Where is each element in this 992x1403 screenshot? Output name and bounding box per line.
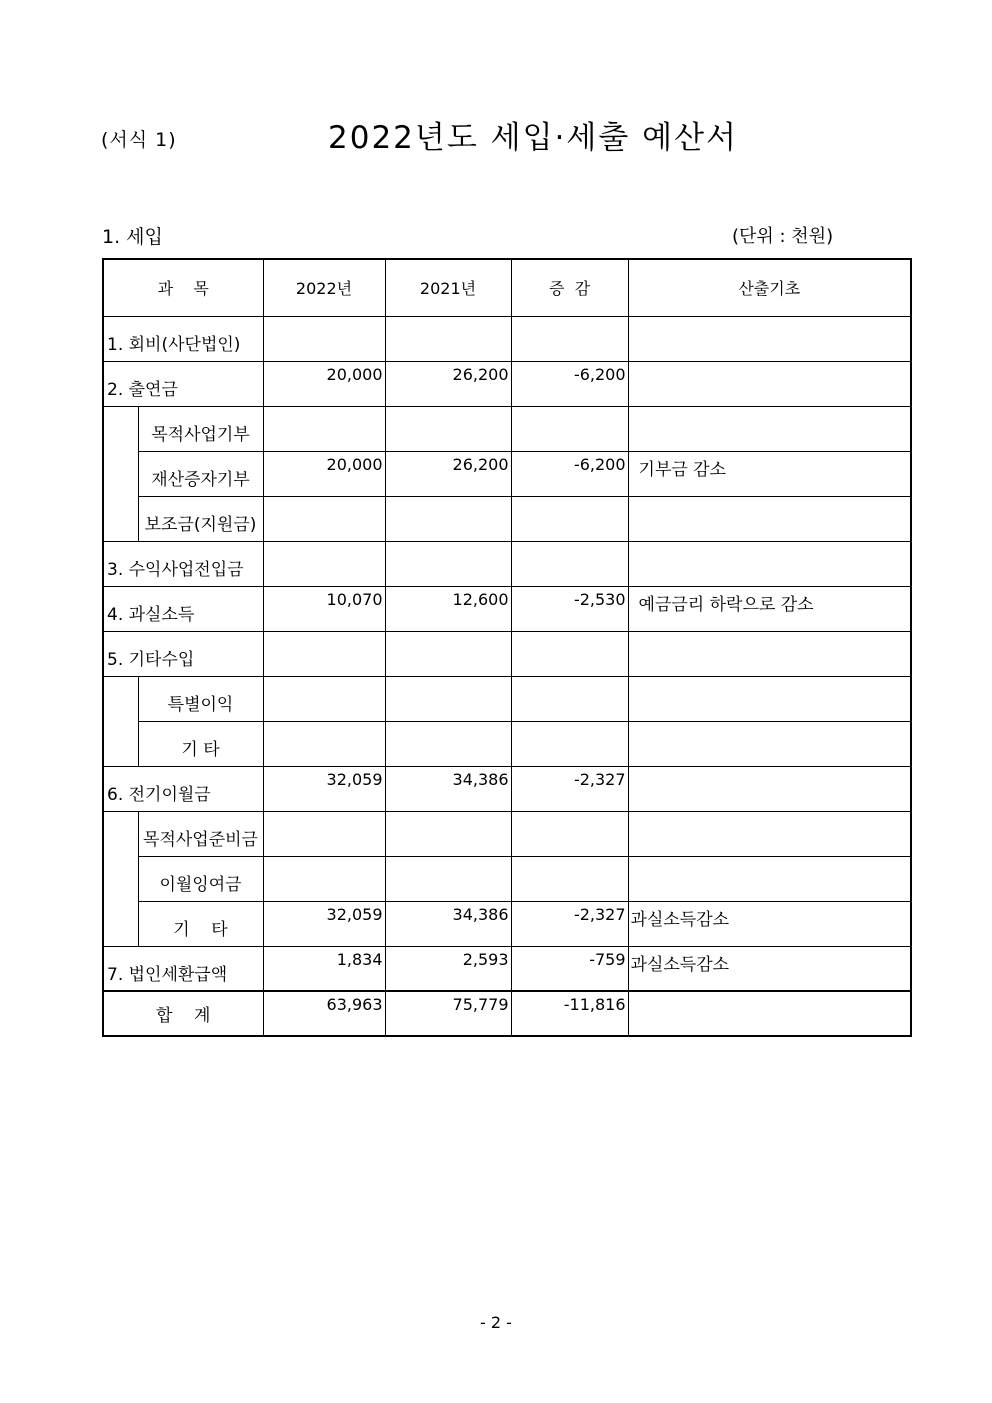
indent-cell: [103, 721, 138, 766]
cell-basis: [628, 496, 911, 541]
cell-2022: [263, 496, 385, 541]
cell-diff: -759: [511, 946, 628, 991]
section-label: 1. 세입: [102, 226, 163, 248]
cell-2021: 2,593: [385, 946, 511, 991]
cell-2021: [385, 631, 511, 676]
cell-2021: [385, 721, 511, 766]
cell-diff: [511, 316, 628, 361]
table-row: [103, 811, 911, 856]
cell-2021: [385, 811, 511, 856]
cell-2021: [385, 541, 511, 586]
cell-diff: [511, 631, 628, 676]
row-label: 6. 전기이월금: [103, 766, 263, 811]
indent-cell: [103, 496, 138, 541]
row-label: 보조금(지원금): [138, 496, 263, 541]
cell-diff: [511, 496, 628, 541]
total-2022: 63,963: [263, 991, 385, 1036]
budget-table: [102, 258, 912, 1037]
cell-basis: [628, 721, 911, 766]
table-row: [103, 946, 911, 991]
row-label: 기 타: [138, 721, 263, 766]
col-header-2021: 2021년: [385, 259, 511, 316]
cell-diff: [511, 856, 628, 901]
table-row: [103, 541, 911, 586]
cell-2022: [263, 406, 385, 451]
cell-basis: [628, 856, 911, 901]
unit-label: (단위 : 천원): [732, 226, 834, 247]
table-row: [103, 406, 911, 451]
cell-basis: [628, 316, 911, 361]
cell-2021: 34,386: [385, 766, 511, 811]
cell-2022: 20,000: [263, 451, 385, 496]
table-row: [103, 451, 911, 496]
cell-diff: [511, 541, 628, 586]
table-row: [103, 676, 911, 721]
indent-cell: [103, 676, 138, 721]
table-row: [103, 721, 911, 766]
cell-diff: [511, 721, 628, 766]
cell-2022: 32,059: [263, 766, 385, 811]
cell-2021: [385, 856, 511, 901]
table-row: [103, 586, 911, 631]
cell-basis: [628, 631, 911, 676]
indent-cell: [103, 856, 138, 901]
cell-2021: 26,200: [385, 451, 511, 496]
total-diff: -11,816: [511, 991, 628, 1036]
row-label: 목적사업준비금: [138, 811, 263, 856]
form-number: (서식 1): [101, 129, 177, 151]
cell-diff: -6,200: [511, 451, 628, 496]
cell-basis: [628, 541, 911, 586]
cell-2021: 26,200: [385, 361, 511, 406]
row-label: 1. 회비(사단법인): [103, 316, 263, 361]
cell-diff: [511, 676, 628, 721]
table-row: [103, 361, 911, 406]
cell-basis: 과실소득감소: [628, 946, 911, 991]
indent-cell: [103, 451, 138, 496]
cell-diff: -6,200: [511, 361, 628, 406]
total-basis: [628, 991, 911, 1036]
table-header-row: [103, 259, 911, 316]
cell-basis: 과실소득감소: [628, 901, 911, 946]
cell-2022: [263, 676, 385, 721]
total-2021: 75,779: [385, 991, 511, 1036]
cell-basis: [628, 766, 911, 811]
table-row: [103, 766, 911, 811]
cell-2022: [263, 856, 385, 901]
col-header-diff: 증 감: [511, 259, 628, 316]
table-row: [103, 316, 911, 361]
cell-basis: 기부금 감소: [628, 451, 911, 496]
row-label: 7. 법인세환급액: [103, 946, 263, 991]
row-label: 특별이익: [138, 676, 263, 721]
cell-basis: [628, 676, 911, 721]
row-label: 이월잉여금: [138, 856, 263, 901]
row-label: 2. 출연금: [103, 361, 263, 406]
cell-2021: 34,386: [385, 901, 511, 946]
document-title: 2022년도 세입·세출 예산서: [328, 120, 738, 156]
table-row: [103, 631, 911, 676]
cell-2021: [385, 496, 511, 541]
cell-basis: [628, 361, 911, 406]
row-label: 3. 수익사업전입금: [103, 541, 263, 586]
cell-2022: 32,059: [263, 901, 385, 946]
col-header-2022: 2022년: [263, 259, 385, 316]
cell-diff: -2,327: [511, 766, 628, 811]
row-label: 재산증자기부: [138, 451, 263, 496]
cell-basis: 예금금리 하락으로 감소: [628, 586, 911, 631]
cell-2021: [385, 676, 511, 721]
indent-cell: [103, 811, 138, 856]
cell-2021: [385, 316, 511, 361]
table-row: [103, 901, 911, 946]
row-label: 4. 과실소득: [103, 586, 263, 631]
table-row: [103, 496, 911, 541]
cell-2021: [385, 406, 511, 451]
cell-basis: [628, 406, 911, 451]
indent-cell: [103, 901, 138, 946]
cell-2022: 10,070: [263, 586, 385, 631]
row-label: 5. 기타수입: [103, 631, 263, 676]
cell-2022: [263, 631, 385, 676]
cell-diff: -2,530: [511, 586, 628, 631]
cell-2022: [263, 721, 385, 766]
row-label: 목적사업기부: [138, 406, 263, 451]
indent-cell: [103, 406, 138, 451]
cell-diff: [511, 406, 628, 451]
col-header-subject: 과 목: [103, 259, 263, 316]
cell-2021: 12,600: [385, 586, 511, 631]
cell-2022: 20,000: [263, 361, 385, 406]
total-row: [103, 991, 911, 1036]
cell-2022: [263, 316, 385, 361]
row-label: 기 타: [138, 901, 263, 946]
table-row: [103, 856, 911, 901]
page-number: - 2 -: [480, 1313, 512, 1332]
cell-diff: -2,327: [511, 901, 628, 946]
cell-basis: [628, 811, 911, 856]
col-header-basis: 산출기초: [628, 259, 911, 316]
cell-2022: [263, 811, 385, 856]
cell-2022: 1,834: [263, 946, 385, 991]
cell-2022: [263, 541, 385, 586]
cell-diff: [511, 811, 628, 856]
total-label: 합 계: [103, 991, 263, 1036]
